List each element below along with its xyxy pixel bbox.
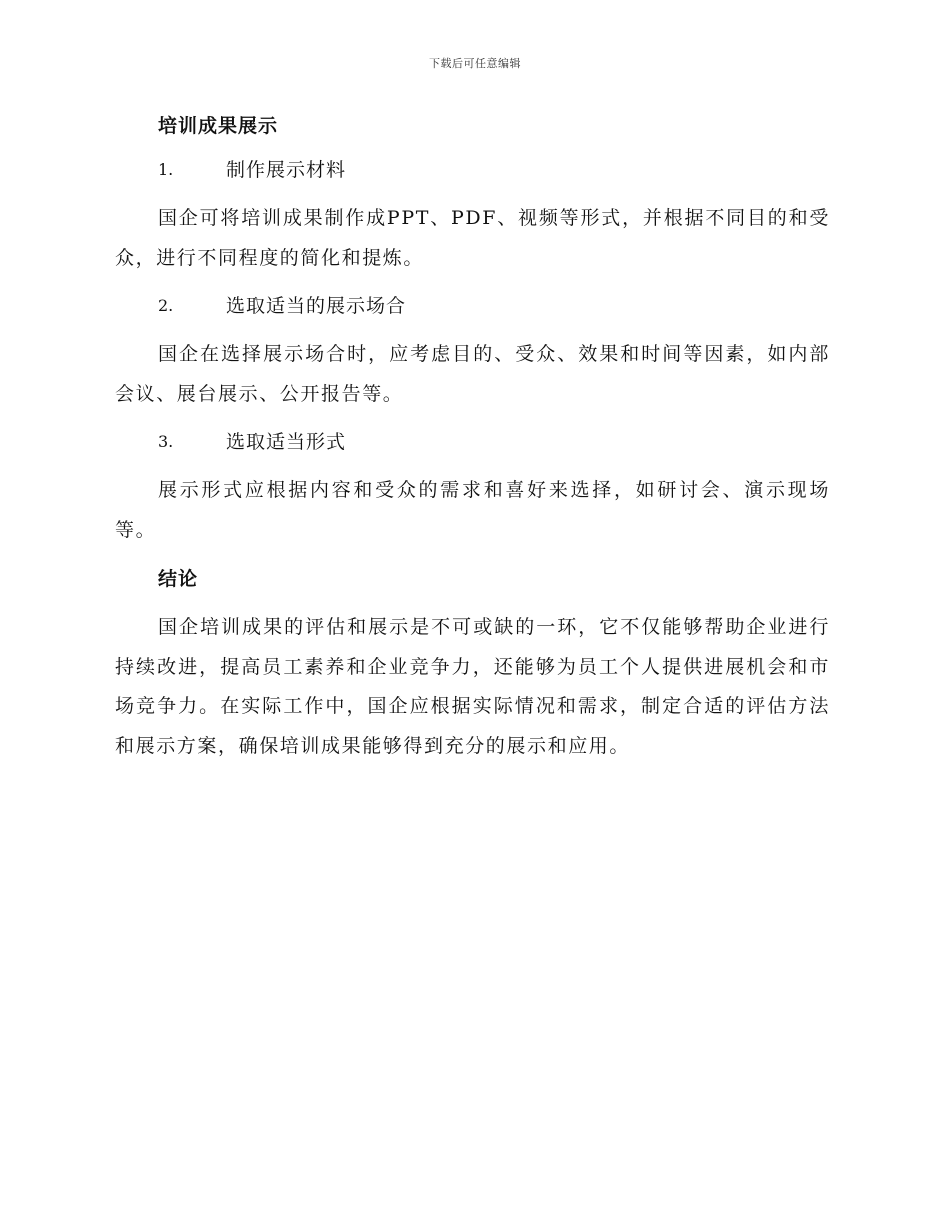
- item-paragraph: 展示形式应根据内容和受众的需求和喜好来选择，如研讨会、演示现场等。: [115, 479, 830, 541]
- item-title: 制作展示材料: [226, 159, 347, 181]
- numbered-item-3: [115, 428, 830, 456]
- section-title-display: 培训成果展示: [158, 115, 279, 137]
- item-number: 2.: [158, 296, 174, 315]
- section-title-conclusion: 结论: [158, 568, 199, 590]
- document-body: [115, 112, 830, 766]
- item-paragraph: 国企在选择展示场合时，应考虑目的、受众、效果和时间等因素，如内部会议、展台展示、公开报告等。: [115, 343, 830, 405]
- item-title: 选取适当的展示场合: [226, 295, 407, 317]
- numbered-item-1: [115, 156, 830, 184]
- conclusion-paragraph: 国企培训成果的评估和展示是不可或缺的一环，它不仅能够帮助企业进行持续改进，提高员工素养和企业竞争力，还能够为员工个人提供进展机会和市场竞争力。在实际工作中，国企应根据实际情况和需求，制定合适的评估方法和展示方案，确保培训成果能够得到充分的展示和应用。: [115, 616, 830, 757]
- item-number: 1.: [158, 160, 174, 179]
- page-header-note: 下载后可任意编辑: [429, 57, 521, 70]
- numbered-item-2: [115, 292, 830, 320]
- item-title: 选取适当形式: [226, 431, 347, 453]
- item-paragraph: 国企可将培训成果制作成PPT、PDF、视频等形式，并根据不同目的和受众，进行不同程度的简化和提炼。: [115, 207, 830, 269]
- item-number: 3.: [158, 432, 174, 451]
